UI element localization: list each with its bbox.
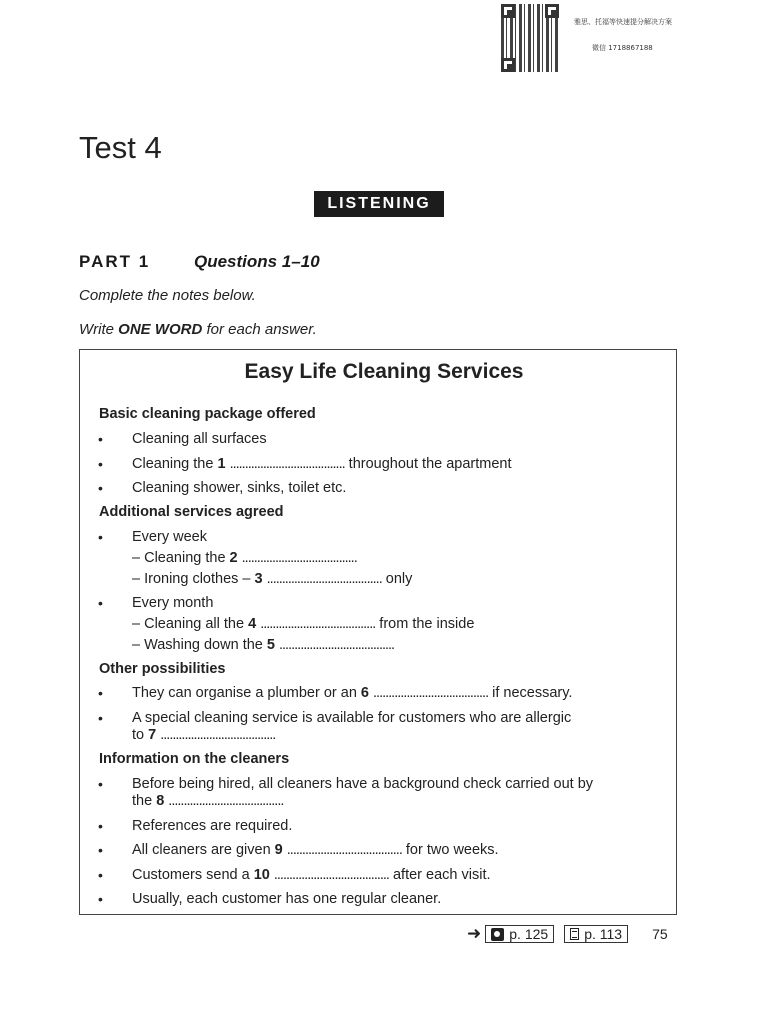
answer-blank-4[interactable]: ...................................... [260, 616, 376, 632]
note-line-q6: They can organise a plumber or an 6 ...................................... if necessary. [132, 685, 573, 701]
audioscript-reference[interactable] [485, 925, 554, 943]
note-line-q10: Customers send a 10 ...................................... after each visit. [132, 867, 491, 883]
notes-title: Easy Life Cleaning Services [244, 360, 524, 383]
note-line-q9: All cleaners are given 9 ...................................... for two weeks. [132, 842, 499, 858]
note-line-q1: Cleaning the 1 ...................................... throughout the apartment [132, 456, 512, 472]
answer-blank-3[interactable]: ...................................... [266, 571, 382, 587]
note-line-q2: – Cleaning the 2 ...................................... [132, 550, 357, 566]
qr-finder [501, 58, 515, 72]
instruction-complete: Complete the notes below. [79, 287, 256, 304]
section-badge: LISTENING [314, 191, 444, 217]
qr-code-image [501, 4, 559, 72]
instruction-word-limit: Write ONE WORD for each answer. [79, 321, 317, 338]
bullet: • [98, 529, 103, 545]
note-line: Every week [132, 529, 207, 545]
note-line: References are required. [132, 818, 293, 834]
qr-finder [545, 4, 559, 18]
answer-key-page: p. 113 [584, 926, 623, 942]
note-line-q3: – Ironing clothes – 3 ...................................... only [132, 571, 413, 587]
note-line: Before being hired, all cleaners have a background check carried out by [132, 776, 594, 792]
note-line-q4: – Cleaning all the 4 ...................................... from the inside [132, 616, 475, 632]
questions-range: Questions 1–10 [194, 252, 320, 271]
bullet: • [98, 480, 103, 496]
note-line: Every month [132, 595, 214, 611]
bullet: • [98, 891, 103, 907]
note-line: Cleaning all surfaces [132, 431, 267, 447]
note-line: A special cleaning service is available for customers who are allergic [132, 710, 572, 726]
answer-blank-10[interactable]: ...................................... [273, 867, 389, 883]
answer-blank-8[interactable]: ...................................... [168, 793, 284, 809]
answer-blank-1[interactable]: ...................................... [229, 456, 345, 472]
section-heading: Additional services agreed [99, 504, 284, 520]
bullet: • [98, 456, 103, 472]
bullet: • [98, 867, 103, 883]
part-label: PART 1 [79, 252, 151, 271]
qr-note-line-1: 雅思、托福等快速提分解决方案 [574, 18, 672, 26]
bullet: • [98, 431, 103, 447]
answer-blank-5[interactable]: ...................................... [279, 637, 395, 653]
bullet: • [98, 776, 103, 792]
answer-blank-2[interactable]: ...................................... [241, 550, 357, 566]
note-line-q7: to 7 ...................................... [132, 727, 276, 743]
page-number: 75 [652, 926, 668, 942]
document-icon [570, 928, 579, 940]
bullet: • [98, 818, 103, 834]
note-line: Cleaning shower, sinks, toilet etc. [132, 480, 347, 496]
bullet: • [98, 842, 103, 858]
audio-icon [491, 928, 504, 941]
note-line: Usually, each customer has one regular cleaner. [132, 891, 442, 907]
section-heading: Basic cleaning package offered [99, 406, 316, 422]
bullet: • [98, 710, 103, 726]
arrow-right-icon: ➜ [467, 924, 482, 943]
section-heading: Other possibilities [99, 661, 226, 677]
qr-note-line-2: 微信 1718867188 [592, 44, 653, 52]
answer-key-reference[interactable] [564, 925, 628, 943]
audioscript-page: p. 125 [509, 926, 549, 942]
note-line-q5: – Washing down the 5 ...................................... [132, 637, 395, 653]
answer-blank-7[interactable]: ...................................... [160, 727, 276, 743]
qr-finder [501, 4, 515, 18]
bullet: • [98, 685, 103, 701]
test-title: Test 4 [79, 130, 162, 165]
section-heading: Information on the cleaners [99, 751, 290, 767]
answer-blank-9[interactable]: ...................................... [286, 842, 402, 858]
answer-blank-6[interactable]: ...................................... [373, 685, 489, 701]
footer-refs [467, 924, 668, 944]
note-line-q8: the 8 ...................................... [132, 793, 284, 809]
bullet: • [98, 595, 103, 611]
